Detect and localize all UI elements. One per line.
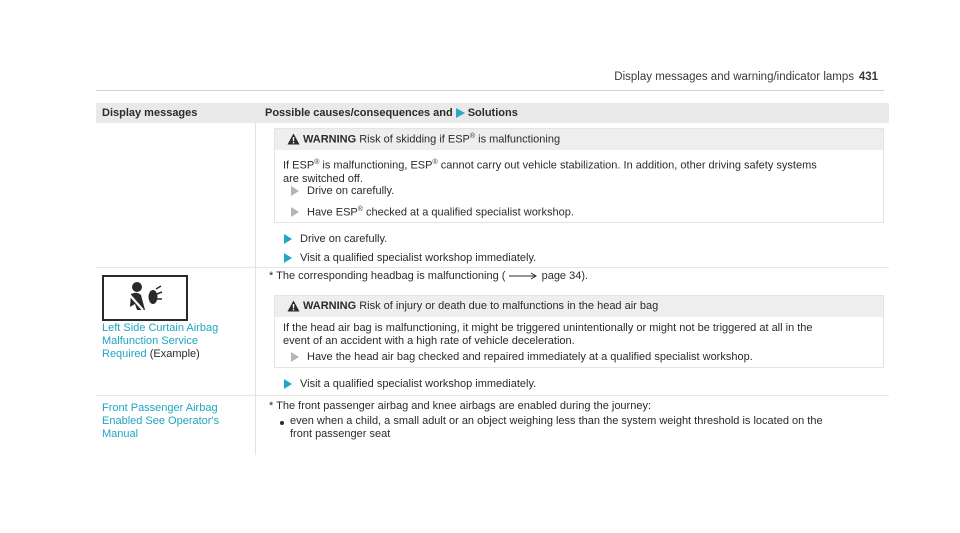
warning-title: WARNING Risk of skidding if ESP® is malfunctioning: [303, 133, 561, 146]
arrow-right-icon: [291, 352, 299, 362]
warning-body: If the head air bag is malfunctioning, it might be triggered unintentionally or might not be triggered at all in the event of an accident with a high rate of vehicle deceleration.: [283, 322, 813, 347]
arrow-right-icon: [284, 253, 292, 263]
arrow-right-icon: [291, 186, 299, 196]
cause-text: * The corresponding headbag is malfunctioning ( page 34).: [269, 270, 589, 282]
arrow-right-icon: [284, 379, 292, 389]
col-header-causes: Possible causes/consequences and Solutions: [265, 107, 518, 119]
solution-step: Visit a qualified specialist workshop immediately.: [284, 252, 536, 264]
long-arrow-icon: [509, 272, 539, 280]
solution-step: Visit a qualified specialist workshop immediately.: [284, 378, 536, 390]
arrow-right-icon: [291, 207, 299, 217]
bullet-point: [280, 421, 284, 425]
warning-header: [275, 296, 883, 317]
warning-triangle-icon: [287, 300, 300, 312]
running-header-title: Display messages and warning/indicator lamps: [614, 71, 854, 83]
warning-header: [275, 129, 883, 150]
warning-title: WARNING Risk of injury or death due to malfunctions in the head air bag: [303, 300, 659, 312]
arrow-right-icon: [284, 234, 292, 244]
page-number: 431: [858, 71, 878, 83]
bullet-text: even when a child, a small adult or an object weighing less than the system weight threshold is located on the front passenger seat: [290, 415, 823, 440]
warning-box-esp: [274, 128, 884, 223]
col-header-display-messages: Display messages: [102, 107, 198, 119]
box-step: Have ESP® checked at a qualified specialist workshop.: [291, 206, 574, 219]
warning-box-head-airbag: [274, 295, 884, 368]
display-messages-table: [96, 103, 889, 455]
header-divider: [96, 90, 884, 91]
display-message-passenger-airbag: Front Passenger Airbag Enabled See Operator's Manual: [102, 402, 220, 440]
box-step: Have the head air bag checked and repaired immediately at a qualified specialist workshop.: [291, 351, 753, 363]
row-separator: [96, 395, 889, 396]
box-step: Drive on carefully.: [291, 185, 394, 197]
row-separator: [96, 267, 889, 268]
arrow-right-icon: [456, 108, 465, 118]
warning-body: If ESP® is malfunctioning, ESP® cannot carry out vehicle stabilization. In addition, other driving safety systems are switched off.: [283, 159, 817, 185]
warning-triangle-icon: [287, 133, 300, 145]
airbag-icon: [102, 275, 188, 321]
cause-text: * The front passenger airbag and knee airbags are enabled during the journey:: [269, 400, 652, 412]
display-message-curtain-airbag: Left Side Curtain Airbag Malfunction Service Required (Example): [102, 322, 219, 360]
solution-step: Drive on carefully.: [284, 233, 387, 245]
table-header: [96, 103, 889, 123]
column-separator: [255, 123, 256, 455]
